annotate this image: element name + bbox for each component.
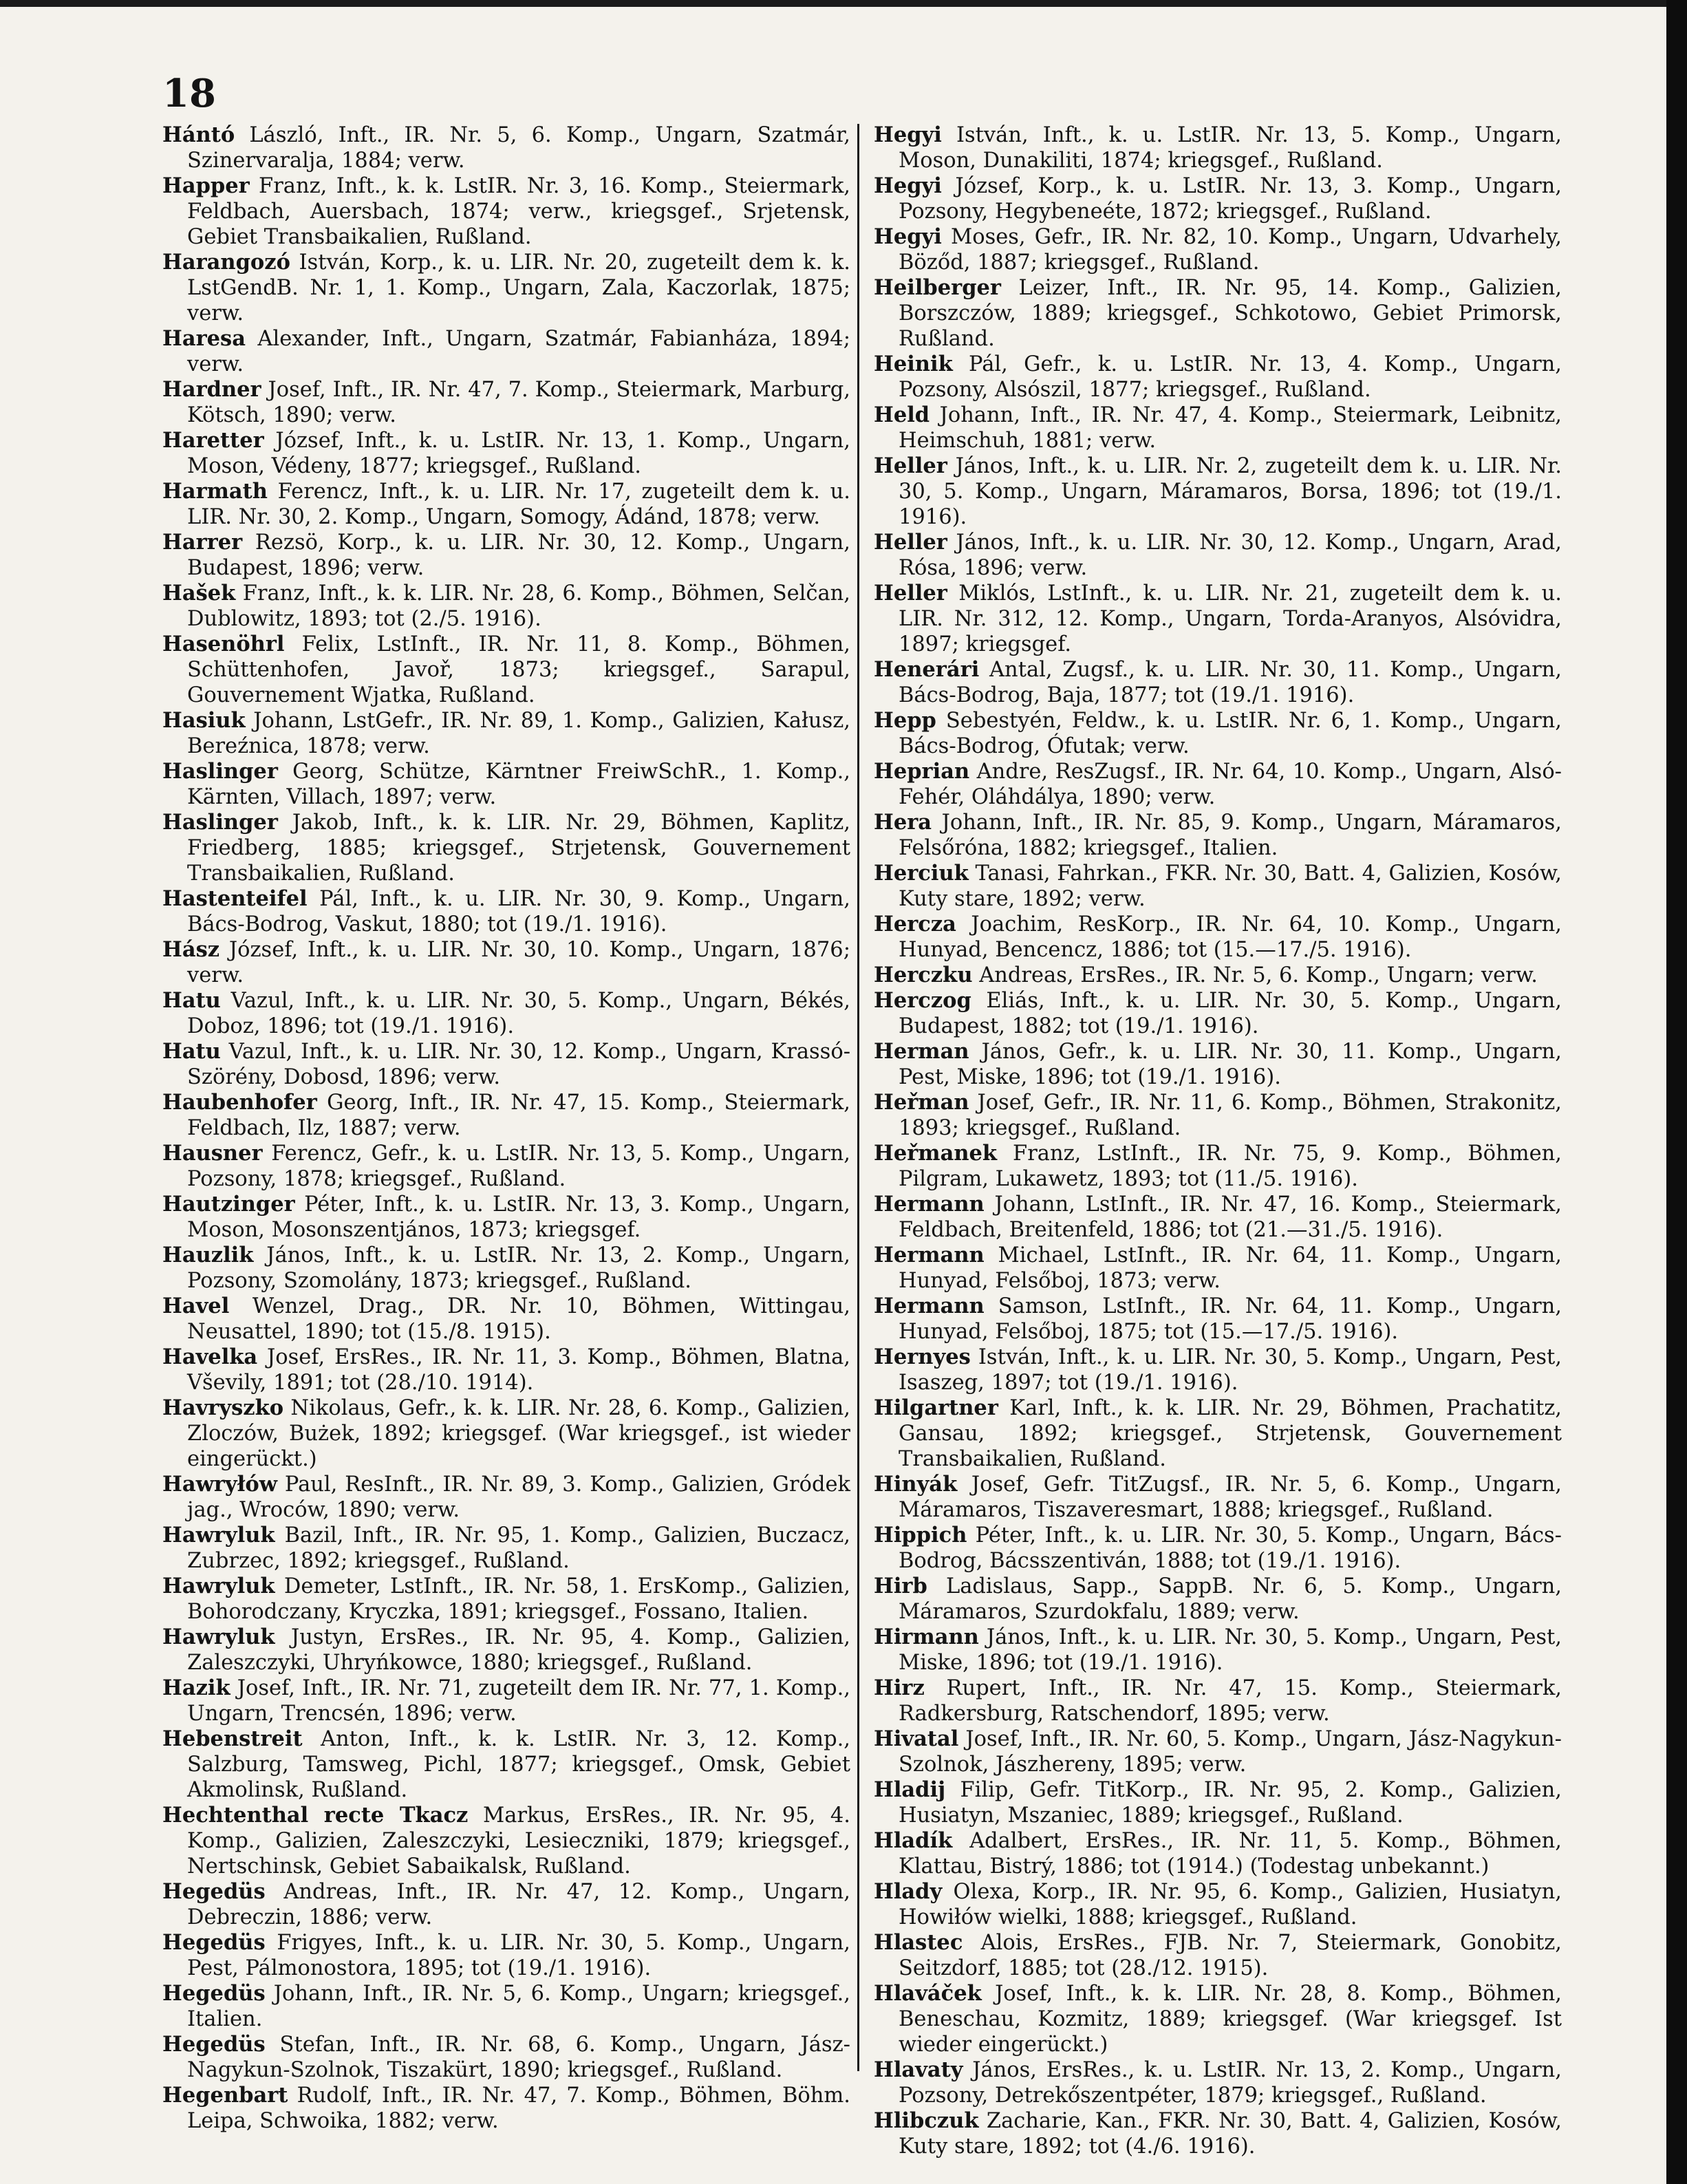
entry-surname: Hántó: [162, 122, 235, 147]
casualty-entry: [162, 1472, 850, 1523]
entry-details: Josef, ErsRes., IR. Nr. 11, 3. Komp., Böhmen, Blatna, Vševily, 1891; tot (28./10. 1914).: [187, 1345, 850, 1395]
entry-details: Josef, Inft., IR. Nr. 71, zugeteilt dem IR. Nr. 77, 1. Komp., Ungarn, Trencsén, 1896; verw.: [187, 1676, 850, 1726]
entry-surname: Heinik: [874, 352, 953, 376]
entry-details: Josef, Inft., k. k. LIR. Nr. 28, 8. Komp., Böhmen, Beneschau, Kozmitz, 1889; kriegsgef. (War kriegsgef. Ist wieder eingerückt.): [899, 1982, 1562, 2057]
entry-surname: Havryszko: [162, 1395, 284, 1420]
entry-surname: Hlavaty: [874, 2057, 963, 2082]
casualty-entry: [874, 1345, 1562, 1395]
entry-details: Josef, Gefr. TitZugsf., IR. Nr. 5, 6. Komp., Ungarn, Máramaros, Tiszaveresmart, 1888; kriegsgef., Rußland.: [899, 1473, 1562, 1522]
entry-details: Samson, LstInft., IR. Nr. 64, 11. Komp., Ungarn, Hunyad, Felsőboj, 1875; tot (15.—17./5. 1916).: [899, 1294, 1562, 1344]
casualty-entry: [162, 1625, 850, 1676]
entry-details: Paul, ResInft., IR. Nr. 89, 3. Komp., Galizien, Gródek jag., Wroców, 1890; verw.: [187, 1473, 850, 1522]
entry-surname: Hlastec: [874, 1930, 963, 1955]
casualty-entry: [162, 632, 850, 708]
entry-surname: Haresa: [162, 326, 246, 351]
entry-surname: Hladij: [874, 1777, 946, 1802]
casualty-entry: [162, 988, 850, 1039]
entry-details: Eliás, Inft., k. u. LIR. Nr. 30, 5. Komp., Ungarn, Budapest, 1882; tot (19./1. 1916).: [899, 989, 1562, 1038]
entry-details: Markus, ErsRes., IR. Nr. 95, 4. Komp., Galizien, Zaleszczyki, Lesieczniki, 1879; kriegsgef., Nertschinsk, Gebiet Sabaikalsk, Rußland.: [187, 1803, 850, 1878]
entry-details: Johann, Inft., IR. Nr. 85, 9. Komp., Ungarn, Máramaros, Felsőróna, 1882; kriegsgef., Italien.: [899, 811, 1562, 860]
casualty-entry: [162, 1192, 850, 1243]
entry-surname: Hasiuk: [162, 708, 246, 733]
entry-details: Adalbert, ErsRes., IR. Nr. 11, 5. Komp., Böhmen, Klattau, Bistrý, 1886; tot (1914.) (Todestag unbekannt.): [899, 1829, 1562, 1878]
casualty-entry: [162, 122, 850, 173]
entry-surname: Hász: [162, 937, 220, 962]
entry-details: Pál, Inft., k. u. LIR. Nr. 30, 9. Komp., Ungarn, Bács-Bodrog, Vaskut, 1880; tot (19./1. 1916).: [187, 887, 850, 936]
casualty-entry: [162, 250, 850, 326]
casualty-entry: [874, 861, 1562, 912]
casualty-entry: [874, 1294, 1562, 1345]
entry-details: Stefan, Inft., IR. Nr. 68, 6. Komp., Ungarn, Jász-Nagykun-Szolnok, Tiszakürt, 1890; kriegsgef., Rußland.: [187, 2033, 850, 2082]
casualty-entry: [162, 581, 850, 632]
scan-edge-right: [1666, 0, 1687, 2184]
entry-details: Johann, Inft., IR. Nr. 5, 6. Komp., Ungarn; kriegsgef., Italien.: [187, 1982, 850, 2031]
entry-surname: Hautzinger: [162, 1192, 295, 1217]
right-column: [874, 122, 1562, 2159]
entry-surname: Heřman: [874, 1090, 969, 1115]
casualty-entry: [874, 1930, 1562, 1981]
entry-details: Bazil, Inft., IR. Nr. 95, 1. Komp., Galizien, Buczacz, Zubrzec, 1892; kriegsgef., Rußland.: [187, 1523, 850, 1573]
entry-surname: Haslinger: [162, 810, 278, 835]
entry-details: Rudolf, Inft., IR. Nr. 47, 7. Komp., Böhmen, Böhm. Leipa, Schwoika, 1882; verw.: [187, 2084, 850, 2133]
scan-edge-top: [0, 0, 1687, 7]
entry-details: Alexander, Inft., Ungarn, Szatmár, Fabianháza, 1894; verw.: [187, 327, 850, 376]
entry-details: János, Inft., k. u. LstIR. Nr. 13, 2. Komp., Ungarn, Pozsony, Szomolány, 1873; kriegsgef., Rußland.: [187, 1243, 850, 1293]
entry-details: Josef, Gefr., IR. Nr. 11, 6. Komp., Böhmen, Strakonitz, 1893; kriegsgef., Rußland.: [899, 1091, 1562, 1140]
casualty-entry: [162, 479, 850, 530]
entry-surname: Hivatal: [874, 1726, 959, 1751]
left-column: [162, 122, 850, 2134]
entry-details: Franz, Inft., k. k. LstIR. Nr. 3, 16. Komp., Steiermark, Feldbach, Auersbach, 1874; verw., kriegsgef., Srjetensk, Gebiet Transbaikalien, Rußland.: [187, 174, 850, 249]
casualty-entry: [874, 1192, 1562, 1243]
entry-surname: Hebenstreit: [162, 1726, 303, 1751]
entry-details: Jakob, Inft., k. k. LIR. Nr. 29, Böhmen, Kaplitz, Friedberg, 1885; kriegsgef., Strjetensk, Gouvernement Transbaikalien, Rußland.: [187, 811, 850, 886]
entry-details: Filip, Gefr. TitKorp., IR. Nr. 95, 2. Komp., Galizien, Husiatyn, Mszaniec, 1889; kriegsgef., Rußland.: [899, 1778, 1562, 1828]
entry-details: Rezsö, Korp., k. u. LIR. Nr. 30, 12. Komp., Ungarn, Budapest, 1896; verw.: [187, 531, 850, 580]
entry-surname: Hercza: [874, 912, 956, 936]
casualty-entry: [162, 937, 850, 988]
entry-surname: Henerári: [874, 657, 980, 682]
entry-details: Johann, Inft., IR. Nr. 47, 4. Komp., Steiermark, Leibnitz, Heimschuh, 1881; verw.: [899, 403, 1562, 453]
entry-surname: Herczku: [874, 963, 973, 987]
entry-surname: Herczog: [874, 988, 971, 1013]
entry-details: Moses, Gefr., IR. Nr. 82, 10. Komp., Ungarn, Udvarhely, Böződ, 1887; kriegsgef., Rußland.: [899, 225, 1562, 275]
casualty-entry: [874, 657, 1562, 708]
casualty-entry: [162, 708, 850, 759]
entry-surname: Harangozó: [162, 250, 290, 275]
entry-surname: Hippich: [874, 1523, 967, 1548]
casualty-entry: [874, 1574, 1562, 1625]
entry-details: Rupert, Inft., IR. Nr. 47, 15. Komp., Steiermark, Radkersburg, Ratschendorf, 1895; verw.: [899, 1676, 1562, 1726]
entry-surname: Hegyi: [874, 122, 942, 147]
entry-details: Demeter, LstInft., IR. Nr. 58, 1. ErsKomp., Galizien, Bohorodczany, Kryczka, 1891; kriegsgef., Fossano, Italien.: [187, 1574, 850, 1624]
entry-details: Miklós, LstInft., k. u. LIR. Nr. 21, zugeteilt dem k. u. LIR. Nr. 312, 12. Komp., Ungarn, Torda-Aranyos, Alsóvidra, 1897; kriegsgef.: [899, 581, 1562, 656]
page-number: 18: [162, 71, 216, 116]
entry-details: Wenzel, Drag., DR. Nr. 10, Böhmen, Wittingau, Neusattel, 1890; tot (15./8. 1915).: [187, 1294, 850, 1344]
casualty-entry: [162, 1039, 850, 1090]
casualty-entry: [874, 759, 1562, 810]
entry-surname: Hawryluk: [162, 1625, 275, 1649]
entry-surname: Hladík: [874, 1828, 953, 1853]
entry-surname: Hawryluk: [162, 1574, 275, 1598]
casualty-entry: [162, 759, 850, 810]
casualty-entry: [874, 1726, 1562, 1777]
entry-details: Andre, ResZugsf., IR. Nr. 64, 10. Komp., Ungarn, Alsó-Fehér, Oláhdálya, 1890; verw.: [899, 760, 1562, 809]
casualty-entry: [162, 1574, 850, 1625]
casualty-entry: [162, 1345, 850, 1395]
entry-details: Tanasi, Fahrkan., FKR. Nr. 30, Batt. 4, Galizien, Kosów, Kuty stare, 1892; verw.: [899, 861, 1562, 911]
entry-details: Ferencz, Inft., k. u. LIR. Nr. 17, zugeteilt dem k. u. LIR. Nr. 30, 2. Komp., Ungarn, Somogy, Ádánd, 1878; verw.: [187, 480, 850, 529]
entry-surname: Held: [874, 403, 930, 427]
entry-details: Nikolaus, Gefr., k. k. LIR. Nr. 28, 6. Komp., Galizien, Zloczów, Bużek, 1892; kriegsgef. (War kriegsgef., ist wieder eingerückt.): [187, 1396, 850, 1471]
casualty-entry: [162, 1395, 850, 1472]
entry-details: János, Inft., k. u. LIR. Nr. 30, 12. Komp., Ungarn, Arad, Rósa, 1896; verw.: [899, 531, 1562, 580]
entry-details: János, ErsRes., k. u. LstIR. Nr. 13, 2. Komp., Ungarn, Pozsony, Detrekőszentpéter, 1879; kriegsgef., Rußland.: [899, 2058, 1562, 2108]
casualty-entry: [874, 1523, 1562, 1574]
entry-details: István, Inft., k. u. LIR. Nr. 30, 5. Komp., Ungarn, Pest, Isaszeg, 1897; tot (19./1. 1916).: [899, 1345, 1562, 1395]
casualty-entry: [162, 1930, 850, 1981]
casualty-entry: [162, 377, 850, 428]
entry-details: László, Inft., IR. Nr. 5, 6. Komp., Ungarn, Szatmár, Szinervaralja, 1884; verw.: [187, 123, 850, 173]
casualty-entry: [874, 1243, 1562, 1294]
entry-surname: Hernyes: [874, 1345, 971, 1369]
entry-details: Michael, LstInft., IR. Nr. 64, 11. Komp., Ungarn, Hunyad, Felsőboj, 1873; verw.: [899, 1243, 1562, 1293]
entry-details: Olexa, Korp., IR. Nr. 95, 6. Komp., Galizien, Husiatyn, Howiłów wielki, 1888; kriegsgef., Rußland.: [899, 1880, 1562, 1929]
entry-surname: Hegyi: [874, 224, 942, 249]
casualty-entry: [874, 1879, 1562, 1930]
entry-details: Franz, Inft., k. k. LIR. Nr. 28, 6. Komp., Böhmen, Selčan, Dublowitz, 1893; tot (2./5. 1916).: [187, 581, 850, 631]
entry-details: Andreas, Inft., IR. Nr. 47, 12. Komp., Ungarn, Debreczin, 1886; verw.: [187, 1880, 850, 1929]
casualty-entry: [162, 1879, 850, 1930]
entry-details: Joachim, ResKorp., IR. Nr. 64, 10. Komp., Ungarn, Hunyad, Bencencz, 1886; tot (15.—17./5. 1916).: [899, 912, 1562, 962]
entry-details: József, Inft., k. u. LIR. Nr. 30, 10. Komp., Ungarn, 1876; verw.: [187, 938, 850, 987]
entry-details: István, Inft., k. u. LstIR. Nr. 13, 5. Komp., Ungarn, Moson, Dunakiliti, 1874; kriegsgef., Rußland.: [899, 123, 1562, 173]
casualty-entry: [162, 326, 850, 377]
entry-details: Frigyes, Inft., k. u. LIR. Nr. 30, 5. Komp., Ungarn, Pest, Pálmonostora, 1895; tot (19./1. 1916).: [187, 1931, 850, 1980]
entry-details: Ladislaus, Sapp., SappB. Nr. 6, 5. Komp., Ungarn, Máramaros, Szurdokfalu, 1889; verw.: [899, 1574, 1562, 1624]
casualty-entry: [162, 1523, 850, 1574]
entry-surname: Hegenbart: [162, 2083, 288, 2108]
entry-surname: Havelka: [162, 1345, 258, 1369]
entry-surname: Hatu: [162, 1039, 221, 1064]
entry-details: Georg, Schütze, Kärntner FreiwSchR., 1. Komp., Kärnten, Villach, 1897; verw.: [187, 760, 850, 809]
entry-surname: Hilgartner: [874, 1395, 998, 1420]
entry-surname: Harmath: [162, 479, 268, 504]
entry-details: Péter, Inft., k. u. LstIR. Nr. 13, 3. Komp., Ungarn, Moson, Mosonszentjános, 1873; kriegsgef.: [187, 1192, 850, 1242]
casualty-entry: [874, 1090, 1562, 1141]
entry-surname: Harrer: [162, 530, 243, 555]
entry-surname: Hermann: [874, 1243, 985, 1267]
entry-details: Johann, LstInft., IR. Nr. 47, 16. Komp., Steiermark, Feldbach, Breitenfeld, 1886; tot (21.—31./5. 1916).: [899, 1192, 1562, 1242]
entry-surname: Hawryłów: [162, 1472, 277, 1497]
entry-surname: Hepp: [874, 708, 936, 733]
entry-details: Georg, Inft., IR. Nr. 47, 15. Komp., Steiermark, Feldbach, Ilz, 1887; verw.: [187, 1091, 850, 1140]
entry-surname: Heller: [874, 530, 947, 555]
entry-surname: Hera: [874, 810, 932, 835]
entry-details: Felix, LstInft., IR. Nr. 11, 8. Komp., Böhmen, Schüttenhofen, Javoř, 1873; kriegsgef., Sarapul, Gouvernement Wjatka, Rußland.: [187, 632, 850, 707]
entry-surname: Heilberger: [874, 275, 1001, 300]
casualty-entry: [162, 1981, 850, 2032]
entry-details: Leizer, Inft., IR. Nr. 95, 14. Komp., Galizien, Borszczów, 1889; kriegsgef., Schkotowo, Gebiet Primorsk, Rußland.: [899, 276, 1562, 351]
entry-surname: Haubenhofer: [162, 1090, 317, 1115]
entry-details: Josef, Inft., IR. Nr. 47, 7. Komp., Steiermark, Marburg, Kötsch, 1890; verw.: [187, 378, 850, 427]
casualty-entry: [874, 2108, 1562, 2159]
casualty-entry: [874, 963, 1562, 988]
entry-surname: Hegedüs: [162, 1981, 266, 2006]
entry-surname: Hinyák: [874, 1472, 958, 1497]
entry-surname: Hazik: [162, 1676, 230, 1700]
casualty-entry: [874, 912, 1562, 963]
column-divider: [857, 124, 859, 2071]
casualty-entry: [874, 1395, 1562, 1472]
entry-details: József, Korp., k. u. LstIR. Nr. 13, 3. Komp., Ungarn, Pozsony, Hegybeneéte, 1872; kriegsgef., Rußland.: [899, 174, 1562, 224]
entry-details: Vazul, Inft., k. u. LIR. Nr. 30, 5. Komp., Ungarn, Békés, Doboz, 1896; tot (19./1. 1916).: [187, 989, 850, 1038]
entry-surname: Heller: [874, 453, 947, 478]
casualty-entry: [162, 530, 850, 581]
casualty-entry: [162, 2083, 850, 2134]
entry-surname: Hastenteifel: [162, 886, 308, 911]
entry-surname: Hirmann: [874, 1625, 979, 1649]
entry-surname: Hardner: [162, 377, 261, 402]
casualty-entry: [874, 453, 1562, 530]
entry-surname: Hatu: [162, 988, 221, 1013]
casualty-entry: [874, 173, 1562, 224]
entry-details: József, Inft., k. u. LstIR. Nr. 13, 1. Komp., Ungarn, Moson, Védeny, 1877; kriegsgef., Rußland.: [187, 429, 850, 478]
casualty-entry: [874, 1981, 1562, 2057]
entry-surname: Heřmanek: [874, 1141, 998, 1166]
casualty-entry: [874, 352, 1562, 403]
entry-surname: Hlady: [874, 1879, 943, 1904]
entry-details: Franz, LstInft., IR. Nr. 75, 9. Komp., Böhmen, Pilgram, Lukawetz, 1893; tot (11./5. 1916).: [899, 1142, 1562, 1191]
entry-details: Sebestyén, Feldw., k. u. LstIR. Nr. 6, 1. Komp., Ungarn, Bács-Bodrog, Ófutak; verw.: [899, 709, 1562, 758]
casualty-entry: [162, 1803, 850, 1879]
entry-surname: Happer: [162, 173, 250, 198]
entry-surname: Hermann: [874, 1192, 985, 1217]
entry-details: Antal, Zugsf., k. u. LIR. Nr. 30, 11. Komp., Ungarn, Bács-Bodrog, Baja, 1877; tot (19./1. 1916).: [899, 658, 1562, 707]
casualty-entry: [162, 810, 850, 886]
entry-surname: Haslinger: [162, 759, 278, 784]
entry-details: Josef, Inft., IR. Nr. 60, 5. Komp., Ungarn, Jász-Nagykun-Szolnok, Jászhereny, 1895; verw.: [899, 1727, 1562, 1777]
entry-surname: Havel: [162, 1294, 230, 1318]
entry-surname: Hawryluk: [162, 1523, 275, 1548]
casualty-entry: [874, 1625, 1562, 1676]
entry-details: Pál, Gefr., k. u. LstIR. Nr. 13, 4. Komp., Ungarn, Pozsony, Alsószil, 1877; kriegsgef., Rußland.: [899, 352, 1562, 402]
casualty-entry: [874, 2057, 1562, 2108]
entry-details: Johann, LstGefr., IR. Nr. 89, 1. Komp., Galizien, Kałusz, Bereźnica, 1878; verw.: [187, 709, 850, 758]
casualty-entry: [874, 403, 1562, 453]
entry-details: János, Inft., k. u. LIR. Nr. 30, 5. Komp., Ungarn, Pest, Miske, 1896; tot (19./1. 1916).: [899, 1625, 1562, 1675]
entry-surname: Hasenöhrl: [162, 632, 285, 656]
entry-surname: Hlibczuk: [874, 2108, 979, 2133]
entry-details: Anton, Inft., k. k. LstIR. Nr. 3, 12. Komp., Salzburg, Tamsweg, Pichl, 1877; kriegsgef., Omsk, Gebiet Akmolinsk, Rußland.: [187, 1727, 850, 1802]
entry-details: János, Inft., k. u. LIR. Nr. 2, zugeteilt dem k. u. LIR. Nr. 30, 5. Komp., Ungarn, Máramaros, Borsa, 1896; tot (19./1. 1916).: [899, 454, 1562, 529]
entry-details: Vazul, Inft., k. u. LIR. Nr. 30, 12. Komp., Ungarn, Krassó-Szörény, Dobosd, 1896; verw.: [187, 1040, 850, 1089]
casualty-entry: [874, 1141, 1562, 1192]
entry-surname: Hegedüs: [162, 1879, 266, 1904]
entry-surname: Hauzlik: [162, 1243, 254, 1267]
entry-details: Zacharie, Kan., FKR. Nr. 30, Batt. 4, Galizien, Kosów, Kuty stare, 1892; tot (4./6. 1916).: [899, 2109, 1562, 2159]
casualty-entry: [162, 2032, 850, 2083]
casualty-entry: [162, 1726, 850, 1803]
casualty-entry: [874, 122, 1562, 173]
entry-surname: Haretter: [162, 428, 264, 453]
casualty-entry: [162, 1090, 850, 1141]
entry-surname: Hirb: [874, 1574, 927, 1598]
entry-surname: Hermann: [874, 1294, 985, 1318]
entry-details: János, Gefr., k. u. LIR. Nr. 30, 11. Komp., Ungarn, Pest, Miske, 1896; tot (19./1. 1916).: [899, 1040, 1562, 1089]
casualty-entry: [162, 886, 850, 937]
casualty-entry: [874, 224, 1562, 275]
entry-surname: Hlaváček: [874, 1981, 982, 2006]
entry-details: Karl, Inft., k. k. LIR. Nr. 29, Böhmen, Prachatitz, Gansau, 1892; kriegsgef., Strjetensk, Gouvernement Transbaikalien, Rußland.: [899, 1396, 1562, 1471]
entry-surname: Hegedüs: [162, 2032, 266, 2057]
entry-surname: Hegyi: [874, 173, 942, 198]
casualty-entry: [874, 1676, 1562, 1726]
entry-surname: Herman: [874, 1039, 969, 1064]
entry-details: Andreas, ErsRes., IR. Nr. 5, 6. Komp., Ungarn; verw.: [972, 963, 1538, 987]
casualty-entry: [874, 988, 1562, 1039]
casualty-entry: [874, 530, 1562, 581]
casualty-entry: [162, 1294, 850, 1345]
casualty-entry: [874, 1777, 1562, 1828]
entry-details: Péter, Inft., k. u. LIR. Nr. 30, 5. Komp., Ungarn, Bács-Bodrog, Bácsszentiván, 1888; tot (19./1. 1916).: [899, 1523, 1562, 1573]
casualty-entry: [162, 428, 850, 479]
entry-details: Justyn, ErsRes., IR. Nr. 95, 4. Komp., Galizien, Zaleszczyki, Uhryńkowce, 1880; kriegsgef., Rußland.: [187, 1625, 850, 1675]
casualty-entry: [874, 1828, 1562, 1879]
casualty-entry: [162, 1676, 850, 1726]
casualty-entry: [162, 173, 850, 250]
casualty-entry: [874, 1472, 1562, 1523]
entry-surname: Hausner: [162, 1141, 263, 1166]
casualty-entry: [162, 1141, 850, 1192]
casualty-entry: [874, 1039, 1562, 1090]
entry-surname: Hechtenthal recte Tkacz: [162, 1803, 469, 1828]
casualty-entry: [162, 1243, 850, 1294]
entry-surname: Herciuk: [874, 861, 969, 886]
casualty-entry: [874, 810, 1562, 861]
entry-surname: Hirz: [874, 1676, 925, 1700]
entry-details: Alois, ErsRes., FJB. Nr. 7, Steiermark, Gonobitz, Seitzdorf, 1885; tot (28./12. 1915).: [899, 1931, 1562, 1980]
casualty-entry: [874, 708, 1562, 759]
entry-surname: Hegedüs: [162, 1930, 266, 1955]
entry-surname: Heprian: [874, 759, 970, 784]
entry-surname: Heller: [874, 581, 947, 606]
entry-details: István, Korp., k. u. LIR. Nr. 20, zugeteilt dem k. k. LstGendB. Nr. 1, 1. Komp., Ungarn, Zala, Kaczorlak, 1875; verw.: [187, 250, 850, 325]
entry-surname: Hašek: [162, 581, 236, 606]
casualty-entry: [874, 581, 1562, 657]
entry-details: Ferencz, Gefr., k. u. LstIR. Nr. 13, 5. Komp., Ungarn, Pozsony, 1878; kriegsgef., Rußland.: [187, 1142, 850, 1191]
casualty-entry: [874, 275, 1562, 352]
